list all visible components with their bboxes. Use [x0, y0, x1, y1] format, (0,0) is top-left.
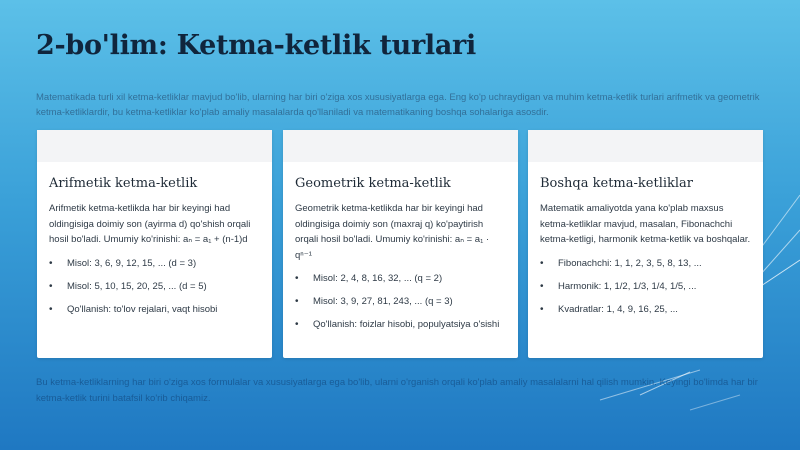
card-header-band	[283, 130, 518, 162]
card-header-band	[37, 130, 272, 162]
card-description: Arifmetik ketma-ketlikda har bir keyingi had oldingisiga doimiy son (ayirma d) qo'shish orqali hosil bo'ladi. Umumiy ko'rinishi: aₙ = a₁ + (n-1)d	[49, 203, 251, 245]
card-description: Geometrik ketma-ketlikda har bir keyingi had oldingisiga doimiy son (maxraj q) ko'paytirish orqali hosil bo'ladi. Umumiy ko'rinishi: aₙ = a₁ · qⁿ⁻¹	[295, 203, 490, 261]
slide-title: 2-bo'lim: Ketma-ketlik turlari	[36, 30, 476, 61]
footer-paragraph: Bu ketma-ketliklarning har biri o'ziga xos formulalar va xususiyatlarga ega bo'lib, ularni o'rganish orqali ko'plab amaliy masalalarni hal qilish mumkin. Keyingi bo'limda har bir ketma-ketlik turini batafsil ko'rib chiqamiz.	[36, 377, 758, 404]
card-title: Arifmetik ketma-ketlik	[49, 176, 198, 191]
list-item: • Harmonik: 1, 1/2, 1/3, 1/4, 1/5, ...	[540, 279, 751, 294]
list-item: • Misol: 5, 10, 15, 20, 25, ... (d = 5)	[49, 279, 260, 294]
list-item: • Misol: 2, 4, 8, 16, 32, ... (q = 2)	[295, 271, 506, 286]
list-item: • Qo'llanish: foizlar hisobi, populyatsiya o'sishi	[295, 317, 506, 332]
card-description: Matematik amaliyotda yana ko'plab maxsus ketma-ketliklar mavjud, masalan, Fibonachchi ketma-ketligi, harmonik ketma-ketlik va boshqalar.	[540, 203, 751, 245]
card-title: Geometrik ketma-ketlik	[295, 176, 451, 191]
list-item: • Kvadratlar: 1, 4, 9, 16, 25, ...	[540, 302, 751, 317]
card-other	[528, 130, 763, 358]
list-item: • Misol: 3, 6, 9, 12, 15, ... (d = 3)	[49, 256, 260, 271]
card-header-band	[528, 130, 763, 162]
intro-paragraph: Matematikada turli xil ketma-ketliklar mavjud bo'lib, ularning har biri o'ziga xos xususiyatlarga ega. Eng ko'p uchraydigan va muhim ketma-ketlik turlari arifmetik va geometrik ketma-ketliklardir, bu ketma-ketliklar ko'plab amaliy masalalarda qo'llaniladi va matematikaning boshqa sohalariga asosdir.	[36, 92, 760, 118]
list-item: • Misol: 3, 9, 27, 81, 243, ... (q = 3)	[295, 294, 506, 309]
card-geometric	[283, 130, 518, 358]
card-list	[528, 248, 763, 317]
card-title: Boshqa ketma-ketliklar	[540, 176, 694, 191]
list-item: • Qo'llanish: to'lov rejalari, vaqt hisobi	[49, 302, 260, 317]
list-item: • Fibonachchi: 1, 1, 2, 3, 5, 8, 13, ...	[540, 256, 751, 271]
card-list	[283, 263, 518, 332]
card-list	[37, 248, 272, 317]
card-arithmetic	[37, 130, 272, 358]
